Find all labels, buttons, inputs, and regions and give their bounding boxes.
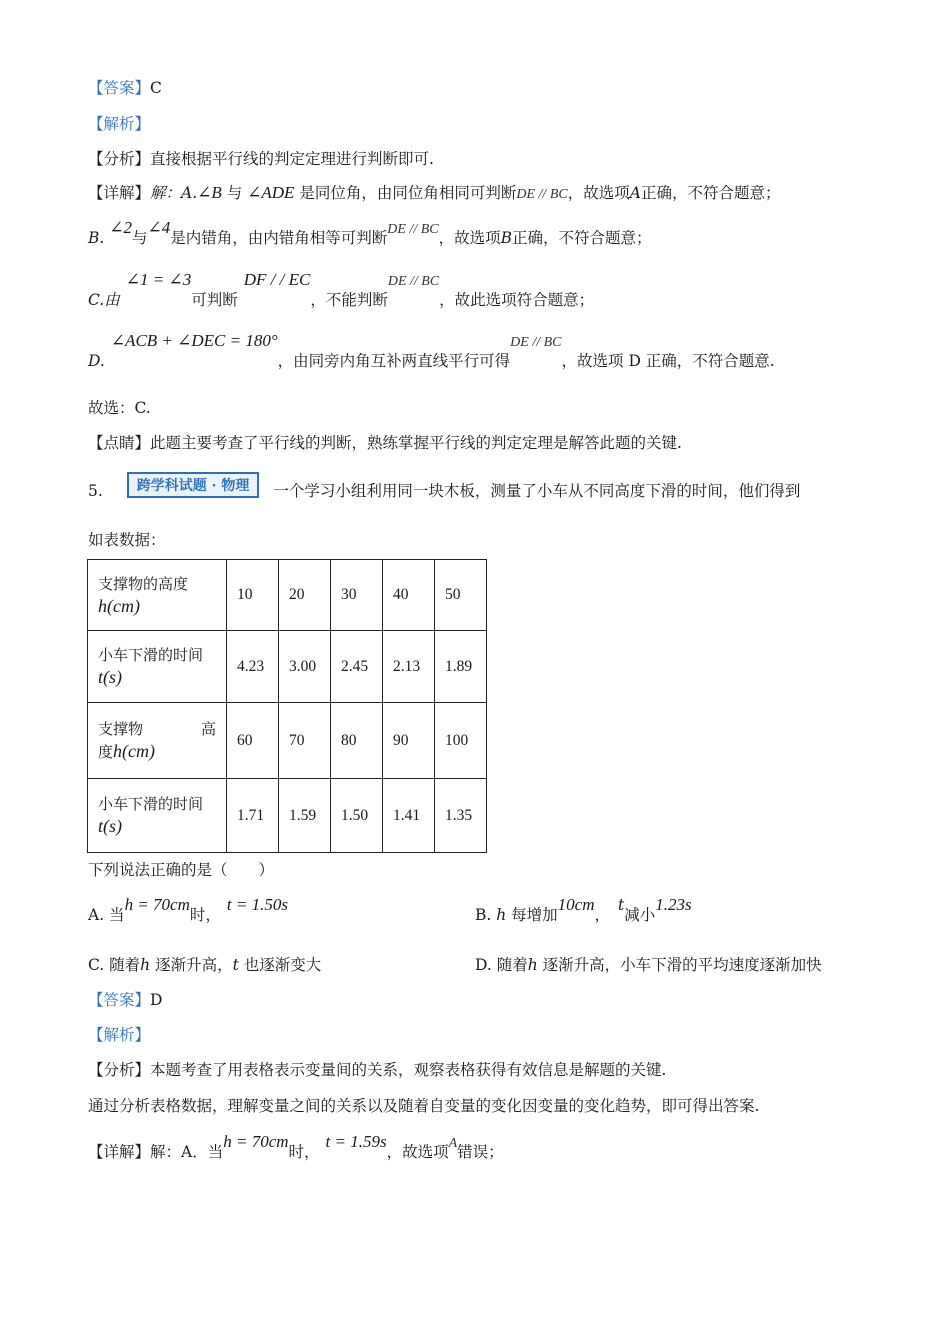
row-header xyxy=(88,631,227,703)
question-number: 5. xyxy=(88,482,103,500)
text: 与 xyxy=(132,229,148,247)
text: 是内错角，由内错角相等可判断 xyxy=(170,229,388,247)
text: 可判断 xyxy=(191,291,238,309)
text: ，不能判断 xyxy=(310,291,388,309)
fenxi-line xyxy=(88,147,434,169)
fenxi-text: 直接根据平行线的判定定理进行判断即可. xyxy=(150,150,434,168)
fenxi-text-2: 通过分析表格数据，理解变量之间的关系以及随着自变量的变化因变量的变化趋势，即可得出答案. xyxy=(88,1097,760,1115)
text: ，由同旁内角互补两直线平行可得 xyxy=(277,352,511,370)
table-cell: 10 xyxy=(227,560,279,631)
text: 正确，不符合题意； xyxy=(640,184,781,202)
option-d-label: D. 随着 xyxy=(475,956,528,974)
detail-tag: 【详解】 xyxy=(88,1143,151,1161)
answer-tag: 【答案】 xyxy=(88,991,151,1009)
table-cell: 3.00 xyxy=(279,631,331,703)
header-text: 支撑物 xyxy=(98,720,144,738)
option-a-prefix: 解：A. xyxy=(150,184,198,202)
math-a: A xyxy=(448,1136,458,1151)
detail-prefix: 解：A．当 xyxy=(150,1143,224,1161)
stem-text-2: 如表数据： xyxy=(88,531,166,549)
text: ，故选项 xyxy=(567,184,630,202)
answer-value: C xyxy=(150,79,162,97)
option-c xyxy=(88,953,321,975)
stem-text: 一个学习小组利用同一块木板，测量了小车从不同高度下滑的时间，他们得到 xyxy=(273,482,801,500)
table-cell: 100 xyxy=(435,703,487,779)
var-h: h xyxy=(496,906,507,924)
detail-line-d xyxy=(88,331,775,371)
text: 每增加 xyxy=(506,906,558,924)
option-c-label: C. 随着 xyxy=(88,956,141,974)
table-row xyxy=(88,703,487,779)
table-cell: 80 xyxy=(331,703,383,779)
detail-tag: 【详解】 xyxy=(88,184,151,202)
option-a-label: A. 当 xyxy=(88,906,125,924)
math-parallel: DE // BC xyxy=(516,187,568,202)
text: ，故选项 xyxy=(438,229,501,247)
table-row xyxy=(88,631,487,703)
row-header xyxy=(88,779,227,853)
analysis-heading xyxy=(88,112,150,134)
table-cell: 1.35 xyxy=(435,779,487,853)
unit-h: h(cm) xyxy=(98,595,140,616)
fenxi-tag: 【分析】 xyxy=(88,1061,151,1079)
table-cell: 4.23 xyxy=(227,631,279,703)
var-t: t xyxy=(618,896,625,914)
dianjing-tag: 【点睛】 xyxy=(88,434,151,452)
unit-t: t(s) xyxy=(98,816,122,836)
fenxi-text: 本题考查了用表格表示变量间的关系，观察表格获得有效信息是解题的关键. xyxy=(150,1061,667,1079)
option-b-prefix: B. xyxy=(88,229,105,247)
dianjing-line xyxy=(88,431,682,453)
fenxi-line-5b xyxy=(88,1094,759,1116)
math-angle-b: ∠B xyxy=(197,183,222,202)
table-cell: 1.50 xyxy=(331,779,383,853)
option-b xyxy=(475,895,692,925)
math-h-70: h = 70cm xyxy=(223,1132,289,1151)
table-cell: 1.41 xyxy=(383,779,435,853)
text: 与 xyxy=(221,184,248,202)
answer-line-5 xyxy=(88,988,162,1010)
unit-h: h(cm) xyxy=(113,741,155,761)
math-angle-4: ∠4 xyxy=(147,218,171,237)
row-header xyxy=(88,560,227,631)
var-t: t xyxy=(232,956,239,974)
detail-line-b xyxy=(88,218,652,248)
answer-value: D xyxy=(150,991,163,1009)
choose-line xyxy=(88,396,151,418)
fenxi-tag: 【分析】 xyxy=(88,150,151,168)
math-h-70: h = 70cm xyxy=(124,895,190,914)
header-text: 支撑物的高度 xyxy=(98,574,189,593)
fenxi-line-5 xyxy=(88,1058,666,1080)
math-parallel: DE // BC xyxy=(387,222,439,237)
option-d xyxy=(475,953,822,975)
var-h: h xyxy=(140,956,151,974)
unit-t: t(s) xyxy=(98,667,122,687)
text: 是同位角，由同位角相同可判断 xyxy=(294,184,517,202)
math-angle-sum: ∠ACB + ∠DEC = 180° xyxy=(110,331,278,350)
table-cell: 2.45 xyxy=(331,631,383,703)
math-10cm: 10cm xyxy=(557,895,595,914)
text: 减小 xyxy=(624,906,656,924)
analysis-tag: 【解析】 xyxy=(88,1026,151,1044)
table-cell: 1.89 xyxy=(435,631,487,703)
table-cell: 1.59 xyxy=(279,779,331,853)
math-t-159: t = 1.59s xyxy=(325,1132,387,1151)
header-text: 小车下滑的时间 xyxy=(98,646,204,664)
dianjing-text: 此题主要考查了平行线的判断，熟练掌握平行线的判定定理是解答此题的关键. xyxy=(150,434,682,452)
answer-tag: 【答案】 xyxy=(88,79,151,97)
table-cell: 40 xyxy=(383,560,435,631)
question-5-stem-2 xyxy=(88,528,166,550)
header-text: 度 xyxy=(98,743,114,761)
math-angle-1-3: ∠1 = ∠3 xyxy=(125,270,192,289)
table-cell: 2.13 xyxy=(383,631,435,703)
text: 错误； xyxy=(457,1143,504,1161)
math-angle-2: ∠2 xyxy=(109,218,133,237)
text: ，故此选项符合题意； xyxy=(439,291,595,309)
text: 也逐渐变大 xyxy=(238,956,322,974)
math-angle-ade: ∠ADE xyxy=(247,183,295,202)
table-cell: 30 xyxy=(331,560,383,631)
table-row xyxy=(88,779,487,853)
question-5-stem xyxy=(88,478,800,504)
text: 逐渐升高，小车下滑的平均速度逐渐加快 xyxy=(537,956,822,974)
detail-line-5 xyxy=(88,1132,504,1162)
option-a xyxy=(88,895,288,925)
math-a: A xyxy=(629,184,641,202)
detail-line-a xyxy=(88,181,780,203)
table-cell: 20 xyxy=(279,560,331,631)
table-cell: 1.71 xyxy=(227,779,279,853)
text: 时， xyxy=(288,1143,320,1161)
header-text: 高 xyxy=(200,720,216,738)
option-d-prefix: D. xyxy=(88,352,105,370)
option-b-label: B. xyxy=(475,906,497,924)
answer-line xyxy=(88,76,162,98)
table-cell: 60 xyxy=(227,703,279,779)
data-table xyxy=(87,559,487,853)
choose-text: 故选：C. xyxy=(88,399,151,417)
text: ，故选项 D 正确，不符合题意. xyxy=(561,352,775,370)
analysis-tag: 【解析】 xyxy=(88,115,151,133)
table-cell: 70 xyxy=(279,703,331,779)
subject-badge: 跨学科试题 · 物理 xyxy=(127,472,260,498)
option-c-prefix: C.由 xyxy=(88,291,120,309)
math-b: B xyxy=(500,229,513,247)
table-cell: 50 xyxy=(435,560,487,631)
text: ，故选项 xyxy=(386,1143,449,1161)
text: 正确，不符合题意； xyxy=(512,229,652,247)
math-parallel: DE // BC xyxy=(387,274,440,289)
text: 逐渐升高， xyxy=(150,956,233,974)
math-df-ec: DF / / EC xyxy=(243,270,311,289)
math-t-150: t = 1.50s xyxy=(226,895,288,914)
var-h: h xyxy=(527,956,538,974)
table-cell: 90 xyxy=(383,703,435,779)
math-123s: 1.23s xyxy=(655,895,692,914)
detail-line-c xyxy=(88,270,595,310)
text: 时， xyxy=(189,906,221,924)
math-parallel: DE // BC xyxy=(510,335,562,350)
question-prompt xyxy=(88,858,274,880)
table-row xyxy=(88,560,487,631)
question-text: 下列说法正确的是（ ） xyxy=(88,861,275,879)
row-header xyxy=(88,703,227,779)
text: ， xyxy=(594,906,611,924)
header-text: 小车下滑的时间 xyxy=(98,795,204,813)
analysis-heading-5 xyxy=(88,1023,150,1045)
